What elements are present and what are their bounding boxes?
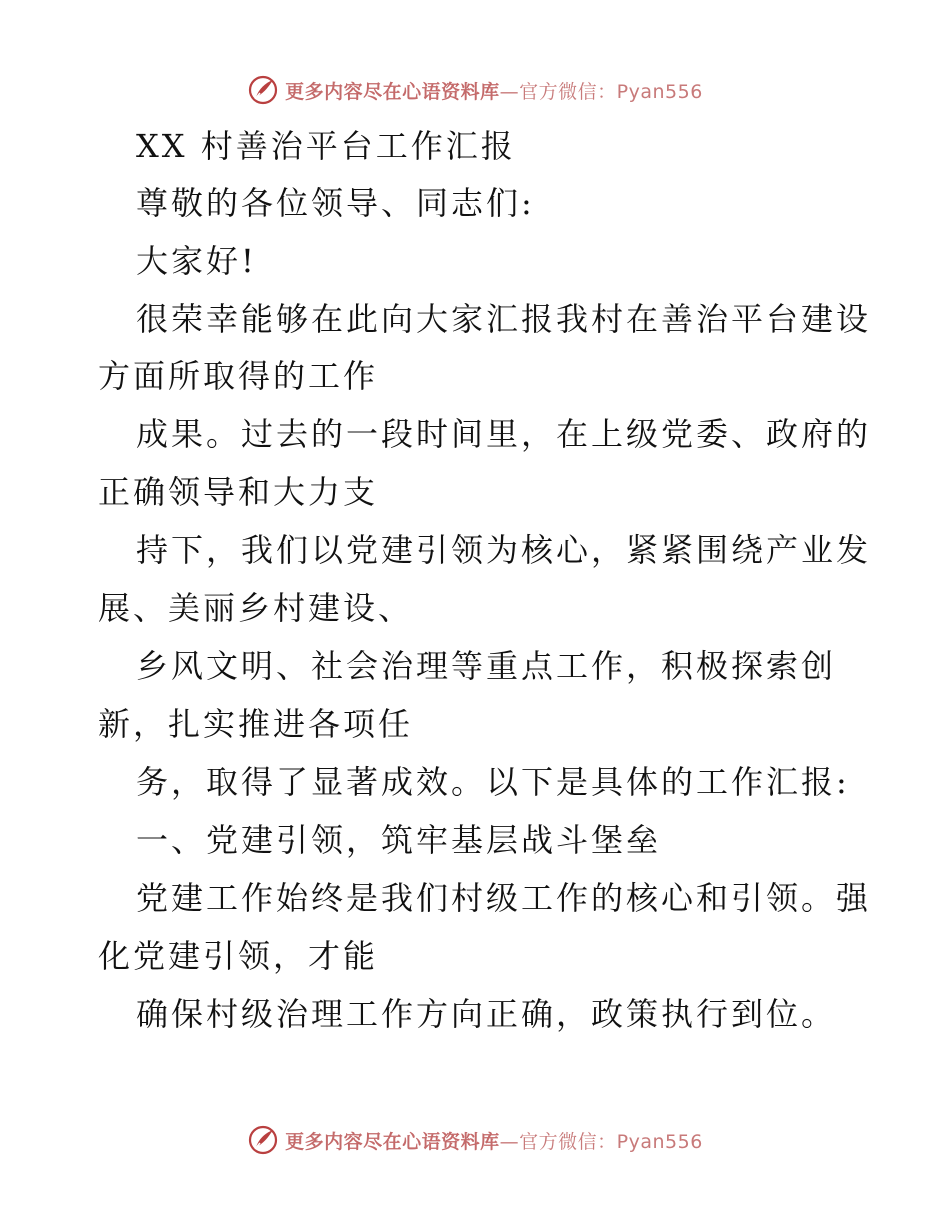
watermark-wechat: 官方微信：Pyan556	[519, 80, 703, 103]
paragraph-line: 确保村级治理工作方向正确，政策执行到位。	[136, 995, 837, 1033]
paragraph-line: 展、美丽乡村建设、	[98, 589, 414, 627]
header-watermark	[0, 70, 950, 110]
salutation: 尊敬的各位领导、同志们:	[136, 184, 535, 222]
greeting: 大家好!	[136, 242, 257, 280]
watermark-text	[285, 1127, 703, 1154]
paragraph-line: 持下，我们以党建引领为核心，紧紧围绕产业发	[136, 531, 872, 569]
paragraph-line: 乡风文明、社会治理等重点工作，积极探索创	[136, 647, 837, 685]
watermark-separator: —	[499, 80, 520, 103]
paragraph-line: 务，取得了显著成效。以下是具体的工作汇报:	[136, 763, 850, 801]
paragraph-line: 很荣幸能够在此向大家汇报我村在善治平台建设	[136, 300, 872, 338]
document-title: XX 村善治平台工作汇报	[136, 127, 516, 165]
watermark-brand: 更多内容尽在心语资料库	[285, 1130, 500, 1153]
watermark-brand: 更多内容尽在心语资料库	[285, 80, 500, 103]
paragraph-line: 党建工作始终是我们村级工作的核心和引领。强	[136, 879, 872, 917]
paragraph-line: 成果。过去的一段时间里，在上级党委、政府的	[136, 415, 872, 453]
feather-pen-circle-icon	[247, 74, 279, 106]
feather-pen-circle-icon	[247, 1124, 279, 1156]
paragraph-line: 方面所取得的工作	[98, 357, 379, 395]
footer-watermark	[0, 1120, 950, 1160]
watermark-wechat: 官方微信：Pyan556	[519, 1130, 703, 1153]
section-heading: 一、党建引领，筑牢基层战斗堡垒	[136, 821, 662, 859]
watermark-separator: —	[499, 1130, 520, 1153]
paragraph-line: 新，扎实推进各项任	[98, 705, 414, 743]
paragraph-line: 化党建引领，才能	[98, 937, 379, 975]
paragraph-line: 正确领导和大力支	[98, 473, 379, 511]
watermark-text	[285, 77, 703, 104]
